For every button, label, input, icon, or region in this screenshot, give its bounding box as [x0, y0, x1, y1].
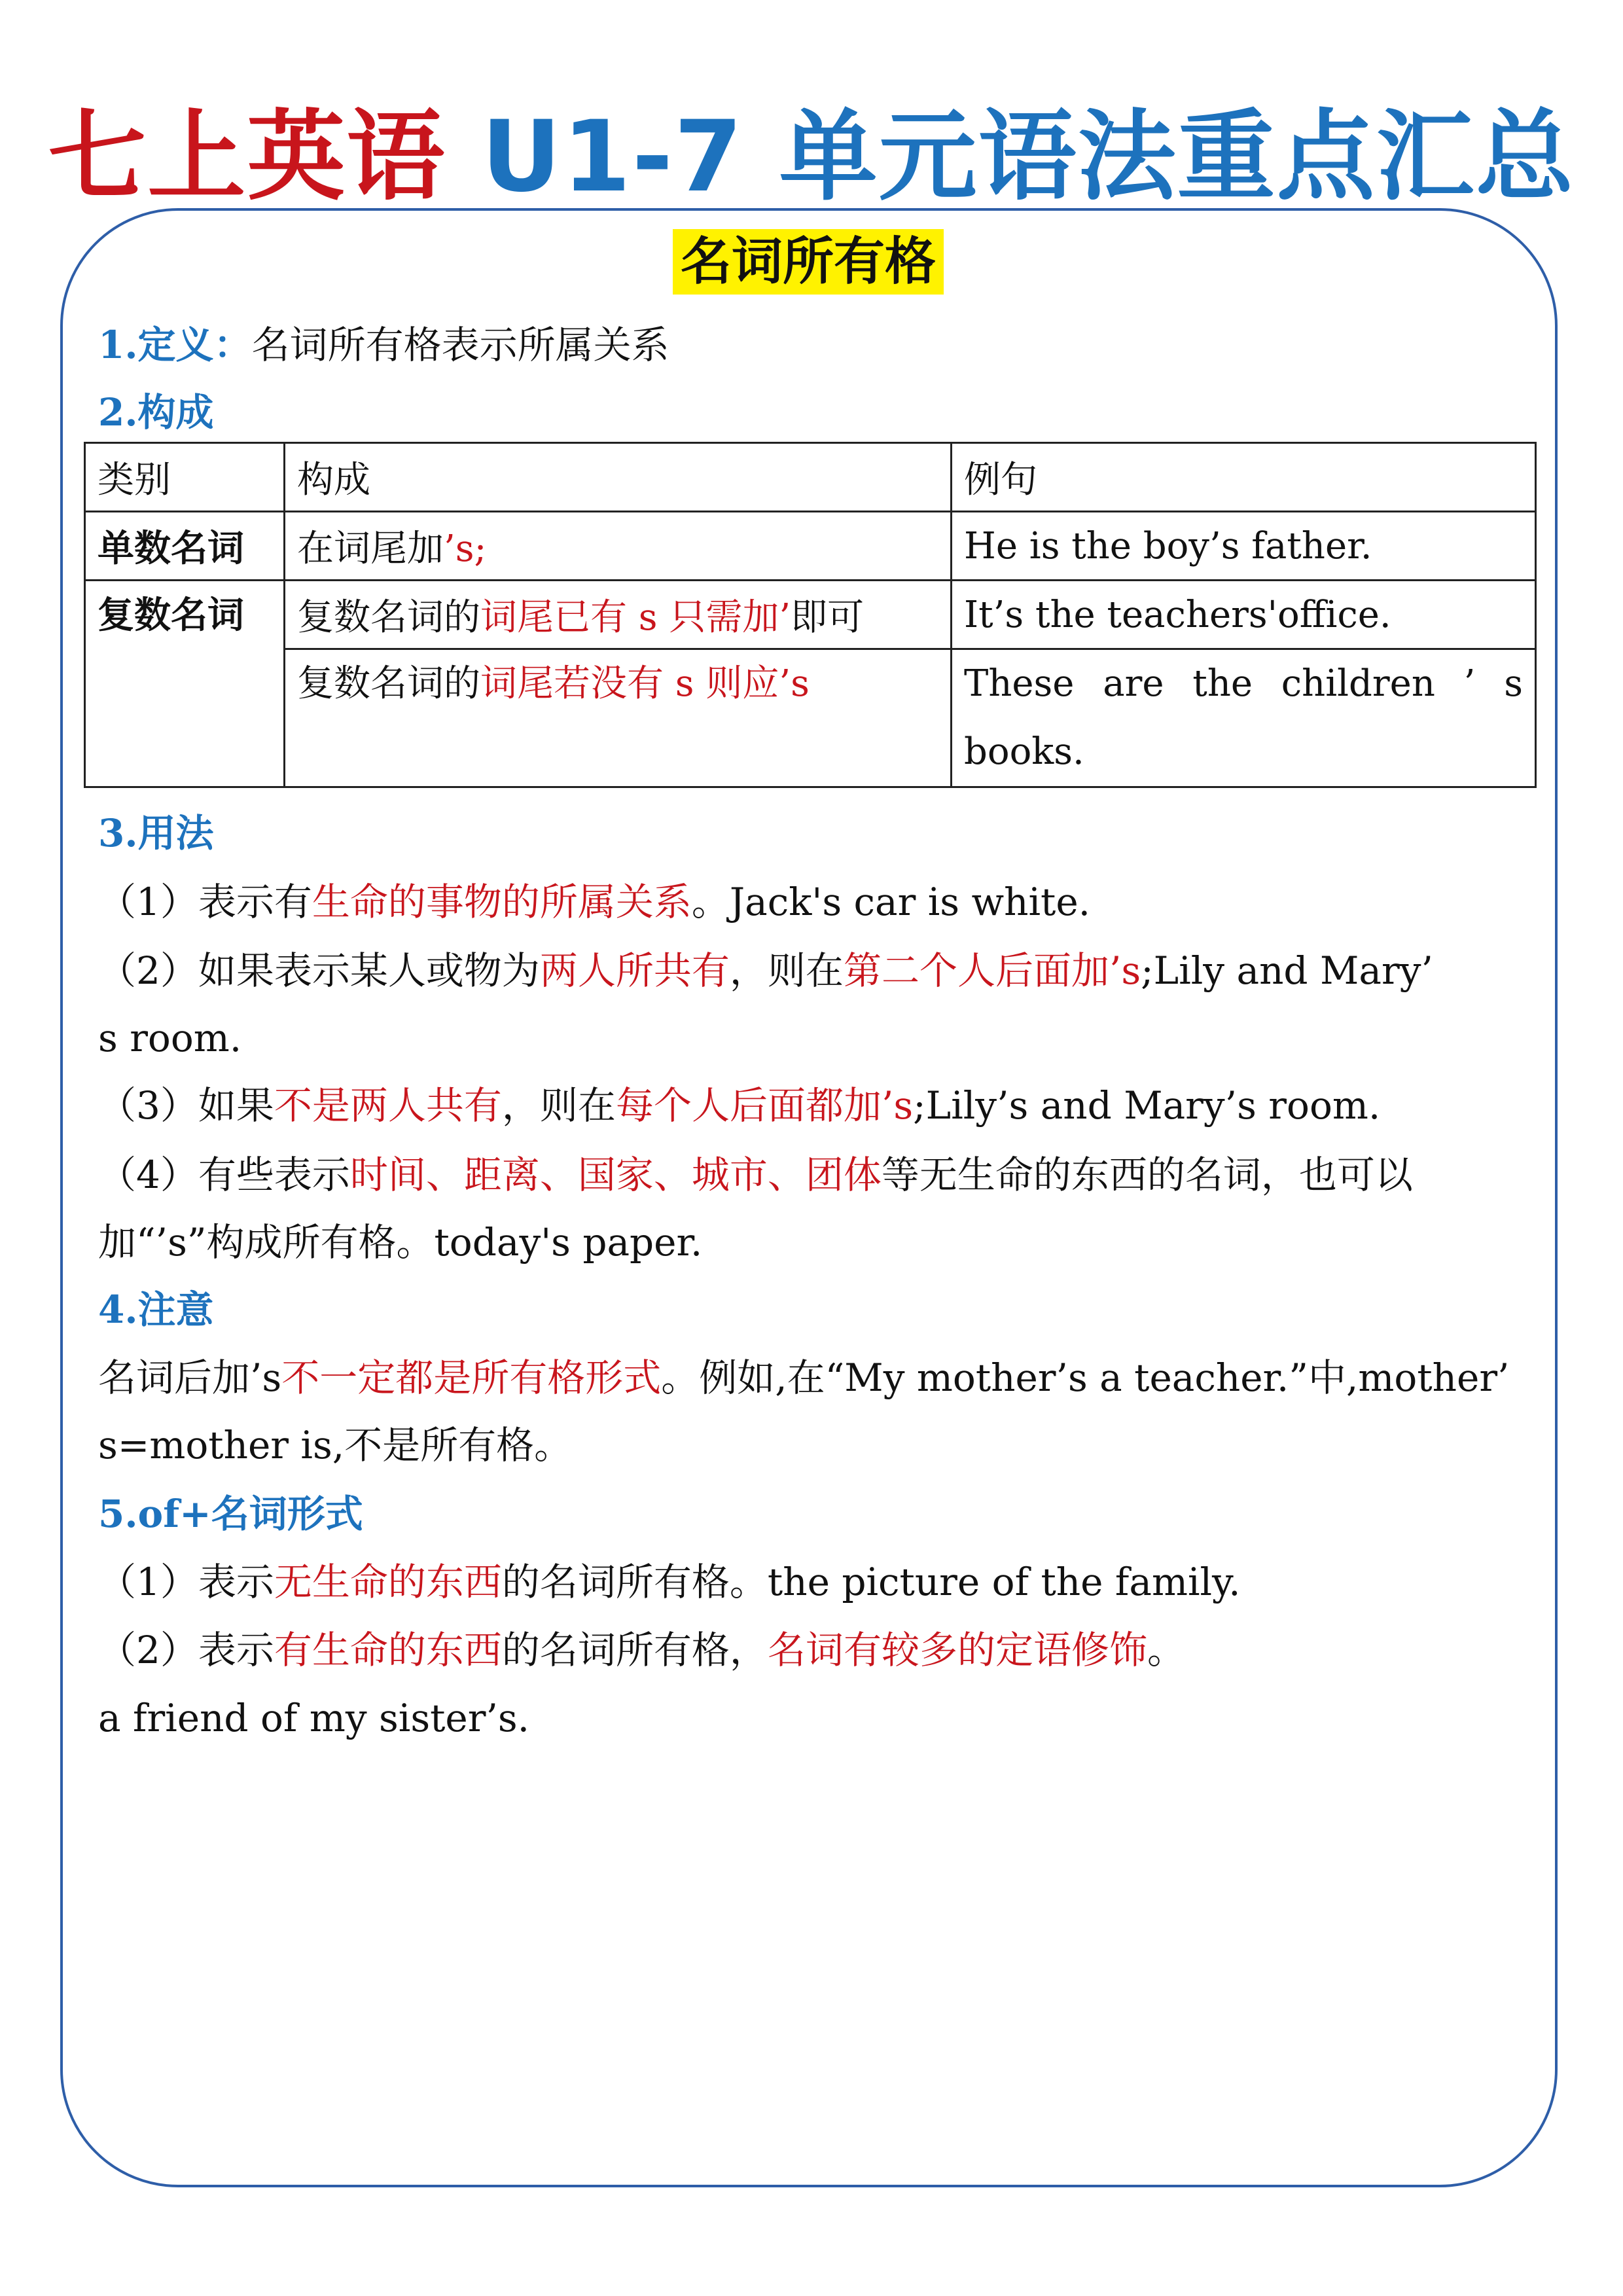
- rule-plain: 复数名词的: [297, 662, 480, 705]
- of-2-mid: 的名词所有格，: [501, 1628, 768, 1672]
- note-emphasis: 不一定都是所有格形式: [281, 1355, 662, 1400]
- note-label: 4.注意: [98, 1287, 214, 1332]
- usage-3-mid: ，则在: [501, 1083, 616, 1128]
- of-2-emphasis-1: 有生命的东西: [274, 1628, 502, 1672]
- table-row: [85, 581, 1536, 649]
- usage-label: 3.用法: [98, 811, 214, 855]
- note-text-cont: s=mother is,不是所有格。: [98, 1423, 573, 1467]
- of-form-label: 5.of+名词形式: [98, 1492, 363, 1536]
- definition-label: 1.定义：: [98, 323, 252, 367]
- section-title: 名词所有格: [673, 229, 944, 295]
- note-heading: [98, 1280, 214, 1339]
- definition-line: [98, 315, 669, 374]
- usage-4-suffix: 等无生命的东西的名词，也可以: [881, 1153, 1413, 1197]
- usage-1-suffix: 。Jack's car is white.: [691, 880, 1091, 924]
- usage-3-emphasis-1: 不是两人共有: [274, 1083, 502, 1128]
- usage-item-3: [98, 1076, 1380, 1135]
- usage-3-emphasis-2: 每个人后面都加’s: [615, 1083, 914, 1128]
- usage-4-emphasis: 时间、距离、国家、城市、团体: [349, 1153, 882, 1197]
- row-example: He is the boy’s father.: [952, 512, 1536, 581]
- rule-plain: 复数名词的: [297, 596, 480, 639]
- row-rule: [285, 512, 952, 581]
- rule-emphasis: 词尾若没有 s 则应’s: [480, 662, 810, 705]
- usage-1-emphasis: 生命的事物的所属关系: [312, 880, 692, 924]
- table-header-row: [85, 443, 1536, 512]
- row-category: 单数名词: [85, 512, 285, 581]
- usage-2-mid: ，则在: [729, 948, 844, 993]
- of-form-item-2-cont: a friend of my sister’s.: [98, 1696, 530, 1740]
- title-part-red: 七上英语: [48, 100, 446, 214]
- rule-plain: 在词尾加: [297, 528, 444, 570]
- of-1-suffix: 的名词所有格。the picture of the family.: [501, 1560, 1241, 1604]
- usage-4-prefix: （4）有些表示: [98, 1153, 350, 1197]
- row-rule: [285, 581, 952, 649]
- row-example: These are the children ’ s books.: [952, 649, 1536, 787]
- formation-heading: [98, 383, 214, 442]
- row-rule: [285, 649, 952, 787]
- of-form-item-1: [98, 1552, 1241, 1611]
- usage-item-4: [98, 1145, 1413, 1204]
- of-form-heading: [98, 1484, 363, 1543]
- header-formation: 构成: [285, 443, 952, 512]
- formation-table: [84, 442, 1537, 788]
- note-text: [98, 1348, 1510, 1407]
- usage-item-4-cont: 加“’s”构成所有格。today's paper.: [98, 1220, 703, 1265]
- note-suffix: 。例如,在“My mother’s a teacher.”中,mother’: [661, 1355, 1510, 1400]
- of-1-prefix: （1）表示: [98, 1560, 274, 1604]
- usage-1-prefix: （1）表示有: [98, 880, 312, 924]
- formation-label: 2.构成: [98, 390, 214, 435]
- rule-emphasis: 词尾已有 s 只需加’: [480, 596, 791, 639]
- usage-item-1: [98, 872, 1090, 931]
- page-title: [0, 98, 1623, 216]
- rule-tail: 即可: [791, 596, 865, 639]
- rule-emphasis: ’s;: [444, 528, 487, 570]
- note-prefix: 名词后加’s: [98, 1355, 282, 1400]
- table-row: [85, 649, 1536, 787]
- of-2-suffix: 。: [1147, 1628, 1185, 1672]
- usage-2-suffix: ;Lily and Mary’: [1141, 948, 1433, 993]
- table-row: [85, 512, 1536, 581]
- row-category: 复数名词: [85, 581, 285, 787]
- row-example: It’s the teachers'office.: [952, 581, 1536, 649]
- header-category: 类别: [85, 443, 285, 512]
- usage-3-prefix: （3）如果: [98, 1083, 274, 1128]
- usage-item-2: [98, 941, 1433, 1000]
- usage-3-suffix: ;Lily’s and Mary’s room.: [913, 1083, 1381, 1128]
- of-2-prefix: （2）表示: [98, 1628, 274, 1672]
- title-part-blue: U1-7 单元语法重点汇总: [481, 100, 1575, 214]
- usage-heading: [98, 804, 214, 863]
- usage-2-emphasis-1: 两人所共有: [539, 948, 730, 993]
- of-form-item-2: [98, 1621, 1185, 1679]
- usage-item-2-cont: s room.: [98, 1016, 242, 1060]
- usage-2-emphasis-2: 第二个人后面加’s: [843, 948, 1141, 993]
- of-2-emphasis-2: 名词有较多的定语修饰: [767, 1628, 1147, 1672]
- of-1-emphasis: 无生命的东西: [274, 1560, 502, 1604]
- usage-2-prefix: （2）如果表示某人或物为: [98, 948, 540, 993]
- definition-text: 名词所有格表示所属关系: [251, 323, 669, 367]
- header-example: 例句: [952, 443, 1536, 512]
